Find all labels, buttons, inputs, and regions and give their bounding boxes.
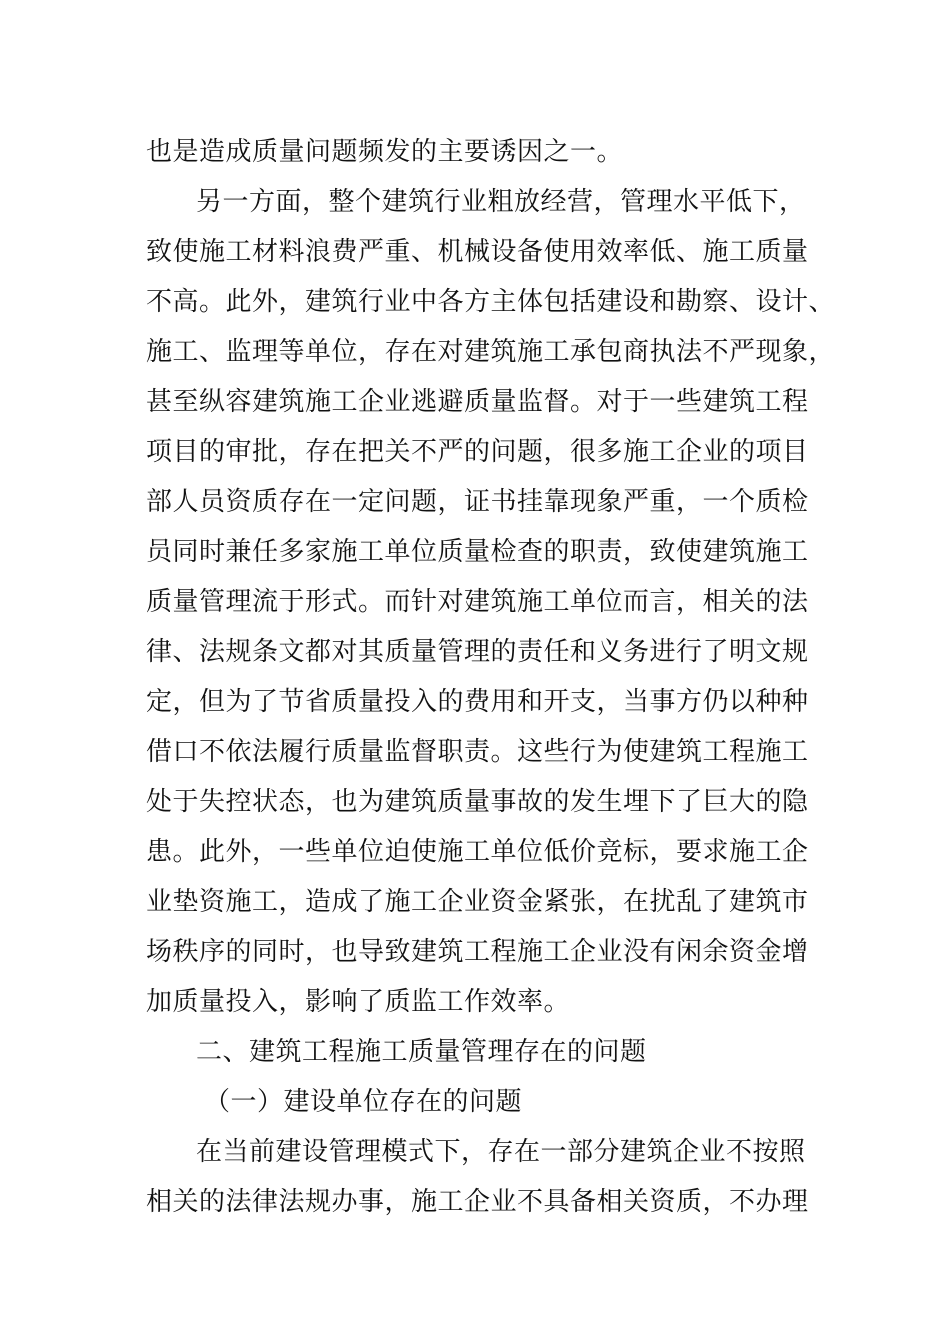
text-line: 患。此外，一些单位迫使施工单位低价竞标，要求施工企 bbox=[146, 837, 809, 867]
section-heading: 二、建筑工程施工质量管理存在的问题 bbox=[196, 1037, 647, 1067]
text-line: 处于失控状态，也为建筑质量事故的发生埋下了巨大的隐 bbox=[146, 787, 809, 817]
paragraph-first-line: 另一方面，整个建筑行业粗放经营，管理水平低下， bbox=[196, 187, 806, 217]
text-line: 定，但为了节省质量投入的费用和开支，当事方仍以种种 bbox=[146, 687, 809, 717]
text-line: 项目的审批，存在把关不严的问题，很多施工企业的项目 bbox=[146, 437, 809, 467]
text-line: 律、法规条文都对其质量管理的责任和义务进行了明文规 bbox=[146, 637, 809, 667]
text-line: 部人员资质存在一定问题，证书挂靠现象严重，一个质检 bbox=[146, 487, 809, 517]
text-line: 致使施工材料浪费严重、机械设备使用效率低、施工质量 bbox=[146, 237, 809, 267]
subsection-heading: （一）建设单位存在的问题 bbox=[204, 1087, 523, 1117]
text-line: 员同时兼任多家施工单位质量检查的职责，致使建筑施工 bbox=[146, 537, 809, 567]
text-line: 施工、监理等单位，存在对建筑施工承包商执法不严现象， bbox=[146, 337, 836, 367]
text-line: 业垫资施工，造成了施工企业资金紧张，在扰乱了建筑市 bbox=[146, 887, 809, 917]
document-body bbox=[146, 127, 836, 1227]
paragraph-first-line: 在当前建设管理模式下，存在一部分建筑企业不按照 bbox=[196, 1137, 806, 1167]
text-line: 也是造成质量问题频发的主要诱因之一。 bbox=[146, 137, 624, 167]
text-line: 质量管理流于形式。而针对建筑施工单位而言，相关的法 bbox=[146, 587, 809, 617]
text-line: 加质量投入，影响了质监工作效率。 bbox=[146, 987, 571, 1017]
text-line: 场秩序的同时，也导致建筑工程施工企业没有闲余资金增 bbox=[146, 937, 809, 967]
text-line: 相关的法律法规办事，施工企业不具备相关资质，不办理 bbox=[146, 1187, 809, 1217]
text-line: 不高。此外，建筑行业中各方主体包括建设和勘察、设计、 bbox=[146, 287, 836, 317]
text-line: 甚至纵容建筑施工企业逃避质量监督。对于一些建筑工程 bbox=[146, 387, 809, 417]
text-line: 借口不依法履行质量监督职责。这些行为使建筑工程施工 bbox=[146, 737, 809, 767]
